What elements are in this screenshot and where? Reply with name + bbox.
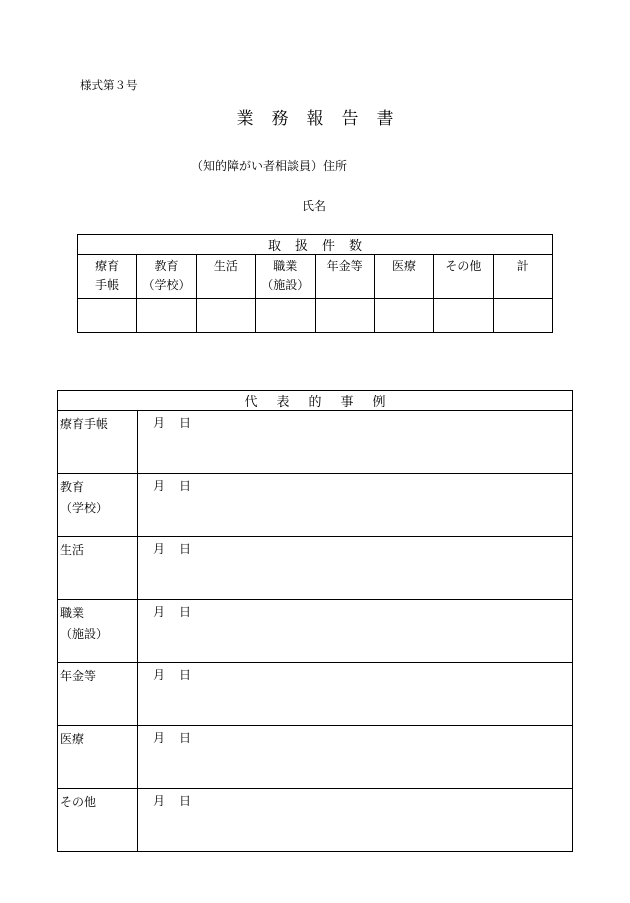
table-row — [58, 726, 573, 789]
category-cell — [315, 255, 374, 299]
category-cell — [256, 255, 315, 299]
count-input-cell[interactable] — [137, 299, 196, 333]
case-category-cell — [58, 726, 138, 789]
form-number: 様式第３号 — [80, 78, 138, 92]
address-label: （知的障がい者相談員）住所 — [191, 159, 348, 173]
case-entry-cell[interactable] — [138, 600, 573, 663]
month-label: 月 — [153, 794, 166, 808]
case-category-label: 生活 — [60, 543, 85, 557]
category-cell — [78, 255, 137, 299]
case-entry-cell[interactable] — [138, 726, 573, 789]
case-category-cell — [58, 537, 138, 600]
category-cell — [374, 255, 433, 299]
document-title: 業務報告書 — [236, 109, 412, 129]
category-label: 教育 — [154, 259, 179, 273]
count-table — [77, 234, 553, 333]
month-label: 月 — [153, 731, 166, 745]
case-category-cell — [58, 474, 138, 537]
category-sublabel: （学校） — [142, 278, 191, 292]
day-label: 日 — [179, 605, 192, 619]
name-label: 氏名 — [302, 199, 327, 213]
case-table — [57, 390, 573, 852]
count-input-cell[interactable] — [256, 299, 315, 333]
category-label: 年金等 — [326, 259, 363, 273]
category-label: 医療 — [392, 259, 417, 273]
day-label: 日 — [179, 479, 192, 493]
category-label: その他 — [445, 259, 482, 273]
count-input-cell[interactable] — [434, 299, 493, 333]
month-label: 月 — [153, 668, 166, 682]
table-row — [58, 663, 573, 726]
day-label: 日 — [179, 794, 192, 808]
month-label: 月 — [153, 416, 166, 430]
count-input-cell[interactable] — [315, 299, 374, 333]
case-category-label: 療育手帳 — [60, 417, 109, 431]
month-label: 月 — [153, 479, 166, 493]
case-category-sublabel: （施設） — [60, 627, 109, 641]
case-category-label: 年金等 — [60, 669, 97, 683]
category-sublabel: （施設） — [261, 278, 310, 292]
case-category-label: 教育 — [60, 480, 85, 494]
count-input-cell[interactable] — [196, 299, 255, 333]
case-category-label: 医療 — [60, 732, 85, 746]
case-category-cell — [58, 600, 138, 663]
table-row — [58, 474, 573, 537]
category-label: 職業 — [273, 259, 298, 273]
day-label: 日 — [179, 416, 192, 430]
count-table-header: 取扱件数 — [78, 235, 553, 255]
case-table-header: 代表的事例 — [58, 391, 573, 411]
category-label: 生活 — [213, 259, 238, 273]
category-cell — [137, 255, 196, 299]
count-input-cell[interactable] — [493, 299, 552, 333]
table-row — [58, 789, 573, 852]
case-category-label: その他 — [60, 795, 97, 809]
count-input-cell[interactable] — [374, 299, 433, 333]
case-category-cell — [58, 789, 138, 852]
month-label: 月 — [153, 605, 166, 619]
category-cell — [434, 255, 493, 299]
count-input-cell[interactable] — [78, 299, 137, 333]
category-sublabel: 手帳 — [95, 278, 120, 292]
case-entry-cell[interactable] — [138, 663, 573, 726]
category-cell — [196, 255, 255, 299]
day-label: 日 — [179, 731, 192, 745]
case-entry-cell[interactable] — [138, 537, 573, 600]
table-row — [58, 411, 573, 474]
month-label: 月 — [153, 542, 166, 556]
case-category-cell — [58, 663, 138, 726]
case-entry-cell[interactable] — [138, 411, 573, 474]
category-cell — [493, 255, 552, 299]
table-row — [58, 600, 573, 663]
category-label: 療育 — [95, 259, 120, 273]
case-entry-cell[interactable] — [138, 474, 573, 537]
table-row — [58, 537, 573, 600]
case-entry-cell[interactable] — [138, 789, 573, 852]
day-label: 日 — [179, 668, 192, 682]
case-category-cell — [58, 411, 138, 474]
day-label: 日 — [179, 542, 192, 556]
case-category-label: 職業 — [60, 606, 85, 620]
category-label: 計 — [516, 259, 529, 273]
case-category-sublabel: （学校） — [60, 501, 109, 515]
